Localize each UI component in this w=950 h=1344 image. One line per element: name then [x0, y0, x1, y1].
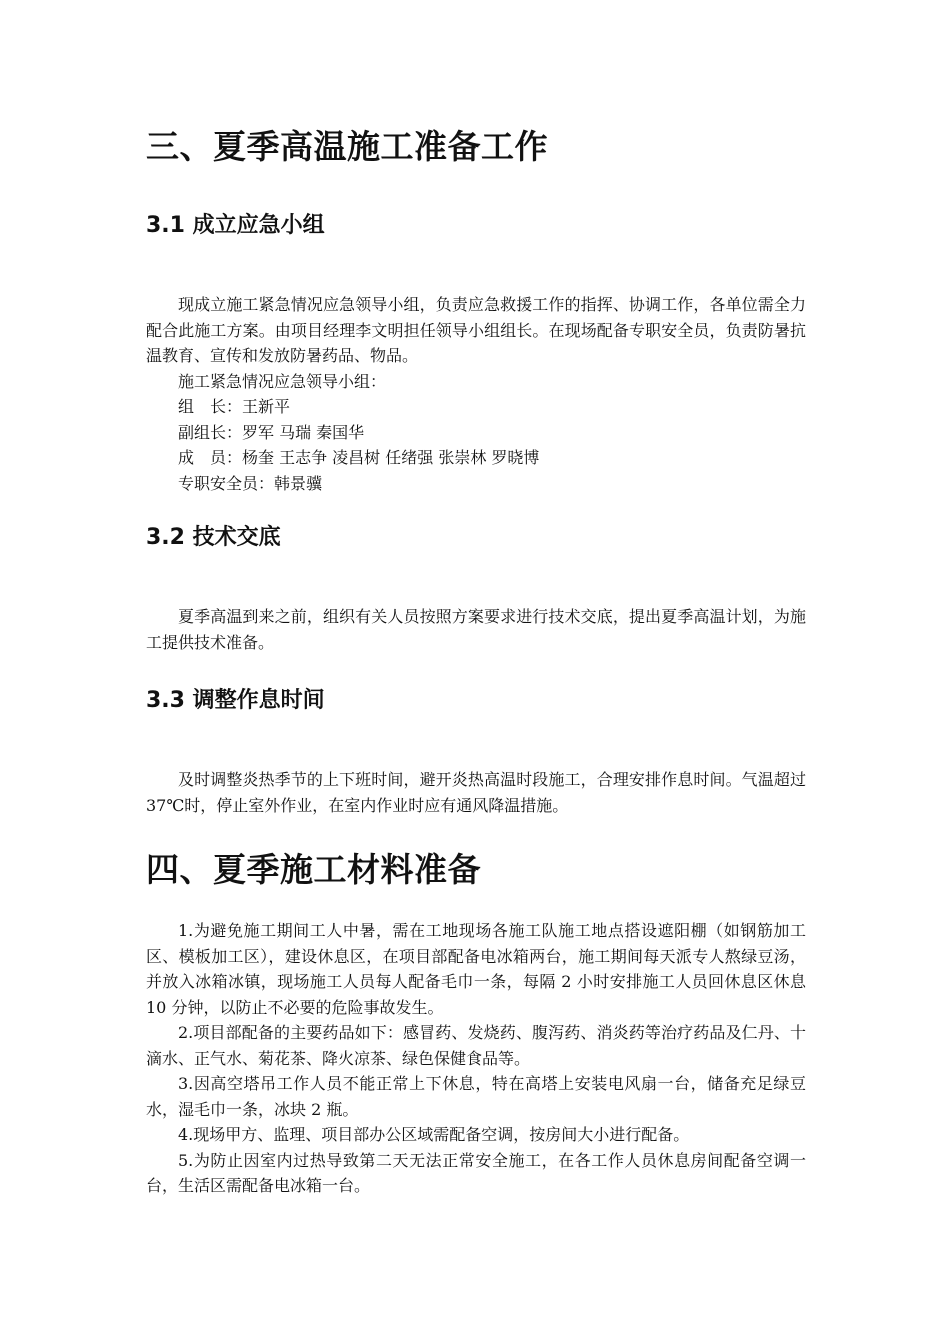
group-title-line: 施工紧急情况应急领导小组：	[178, 371, 387, 391]
section-4-heading: 四、夏季施工材料准备	[146, 850, 481, 889]
material-item-4: 4.现场甲方、监理、项目部办公区域需配备空调，按房间大小进行配备。	[178, 1125, 690, 1144]
group-leader-line: 组 长：王新平	[178, 397, 291, 416]
deputy-leader-line: 副组长：罗军 马瑞 秦国华	[178, 422, 365, 442]
section-4-body	[146, 918, 806, 1199]
material-item-1: 1.为避免施工期间工人中暑，需在工地现场各施工队施工地点搭设遮阳棚（如钢筋加工区、模板加工区），建设休息区，在项目部配备电冰箱两台，施工期间每天派专人熬绿豆汤，并放入冰箱冰镇，现场施工人员每人配备毛巾一条，每隔 2 小时安排施工人员回休息区休息 10 分钟，以防止不必要的危险事故发生。	[146, 921, 806, 1017]
subsection-3-2-body	[146, 604, 806, 655]
emergency-group-paragraph: 现成立施工紧急情况应急领导小组，负责应急救援工作的指挥、协调工作，各单位需全力配合此施工方案。由项目经理李文明担任领导小组组长。在现场配备专职安全员，负责防暑抗温教育、宣传和发放防暑药品、物品。	[146, 295, 806, 365]
material-item-5: 5.为防止因室内过热导致第二天无法正常安全施工，在各工作人员休息房间配备空调一台，生活区需配备电冰箱一台。	[146, 1150, 806, 1195]
section-3-heading: 三、夏季高温施工准备工作	[146, 127, 548, 166]
subsection-3-2-heading: 3.2 技术交底	[146, 525, 281, 550]
subsection-3-3-body	[146, 767, 806, 818]
subsection-3-1-heading: 3.1 成立应急小组	[146, 213, 325, 238]
work-schedule-paragraph: 及时调整炎热季节的上下班时间，避开炎热高温时段施工，合理安排作息时间。气温超过 37℃时，停止室外作业，在室内作业时应有通风降温措施。	[146, 770, 806, 815]
subsection-3-3-heading: 3.3 调整作息时间	[146, 688, 325, 713]
safety-officer-line: 专职安全员：韩景骥	[178, 473, 323, 493]
members-line: 成 员：杨奎 王志争 凌昌树 任绪强 张崇林 罗晓博	[178, 448, 540, 467]
material-item-3: 3.因高空塔吊工作人员不能正常上下休息，特在高塔上安装电风扇一台，储备充足绿豆水，湿毛巾一条，冰块 2 瓶。	[146, 1074, 806, 1119]
technical-briefing-paragraph: 夏季高温到来之前，组织有关人员按照方案要求进行技术交底，提出夏季高温计划，为施工提供技术准备。	[146, 607, 806, 652]
material-item-2: 2.项目部配备的主要药品如下：感冒药、发烧药、腹泻药、消炎药等治疗药品及仁丹、十滴水、正气水、菊花茶、降火凉茶、绿色保健食品等。	[146, 1023, 806, 1068]
subsection-3-1-body	[146, 292, 806, 496]
